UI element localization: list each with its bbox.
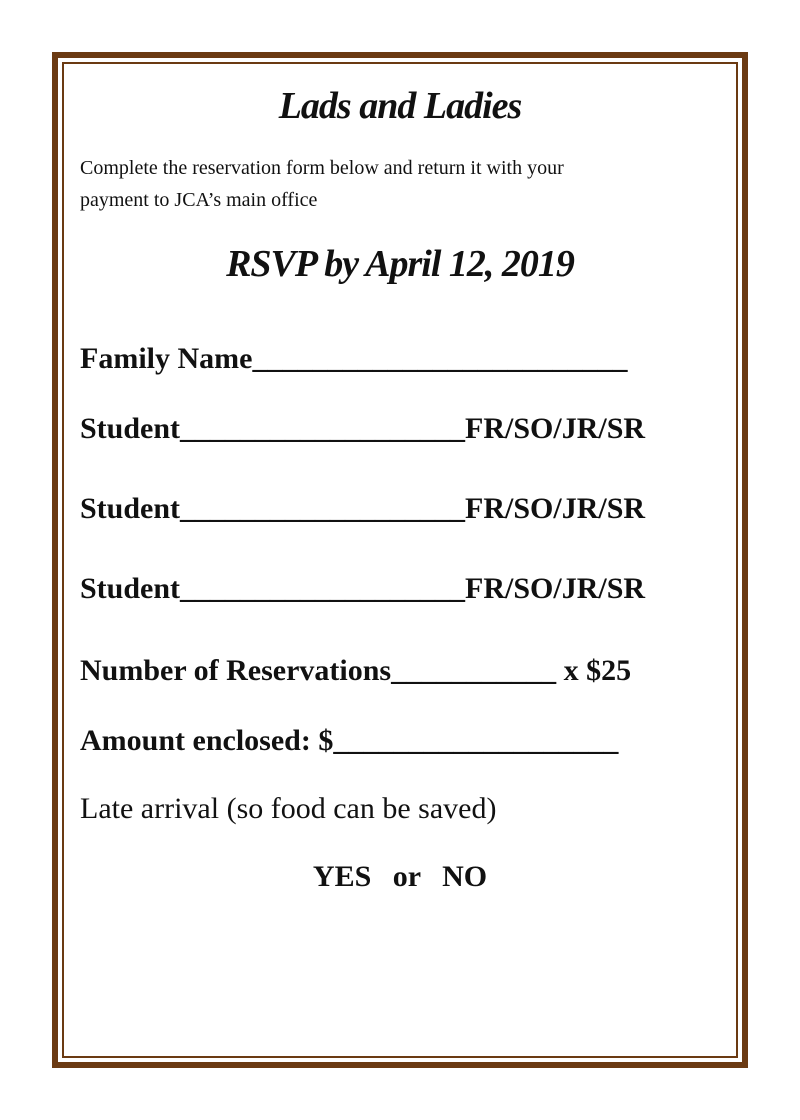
family-name-field[interactable]: Family Name_________________________ — [80, 342, 628, 375]
yes-option[interactable]: YES — [312, 860, 372, 893]
instructions-line-2: payment to JCA’s main office — [80, 189, 318, 211]
amount-enclosed-field[interactable]: Amount enclosed: $___________________ — [80, 724, 619, 757]
rsvp-card — [64, 64, 736, 1056]
rsvp-deadline: RSVP by April 12, 2019 — [226, 243, 574, 285]
no-option[interactable]: NO — [442, 860, 488, 893]
instructions — [80, 152, 720, 216]
student-field-1[interactable]: Student___________________FR/SO/JR/SR — [80, 412, 646, 445]
student-field-3[interactable]: Student___________________FR/SO/JR/SR — [80, 572, 646, 605]
late-arrival-question: Late arrival (so food can be saved) — [80, 792, 497, 825]
student-field-2[interactable]: Student___________________FR/SO/JR/SR — [80, 492, 646, 525]
late-arrival-options — [64, 860, 736, 894]
page-title: Lads and Ladies — [278, 85, 522, 127]
instructions-line-1: Complete the reservation form below and return it with your — [80, 157, 564, 179]
or-label: or — [392, 860, 421, 893]
reservations-field[interactable]: Number of Reservations___________ x $25 — [80, 654, 632, 687]
